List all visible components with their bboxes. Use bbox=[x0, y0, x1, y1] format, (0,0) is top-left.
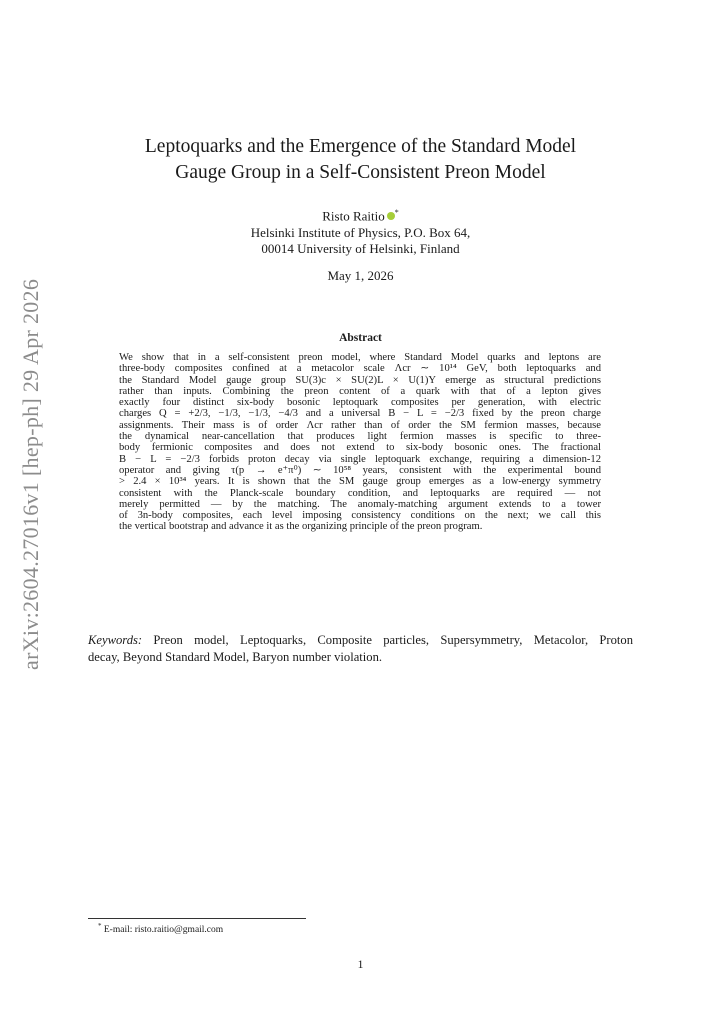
abstract-line: B − L = −2/3 forbids proton decay via single leptoquark exchange, requiring a dimension-12 bbox=[119, 453, 601, 465]
abstract-line: the Standard Model gauge group SU(3)c × SU(2)L × U(1)Y emerge as structural predictions bbox=[119, 374, 601, 386]
footnote-email[interactable]: E-mail: risto.raitio@gmail.com bbox=[103, 925, 224, 936]
abstract-line: merely permitted — by the matching. The anomaly-matching argument extends to a tower bbox=[119, 498, 601, 510]
abstract-line: We show that in a self-consistent preon model, where Standard Model quarks and leptons are bbox=[119, 352, 601, 363]
abstract-line: charges Q = +2/3, −1/3, −1/3, −4/3 and a universal B − L = −2/3 fixed by the preon charge bbox=[119, 408, 601, 420]
keywords-line-1 bbox=[88, 632, 633, 649]
abstract-line: the vertical bootstrap and advance it as the organizing principle of the preon program. bbox=[119, 521, 483, 533]
abstract-line: rather than inputs. Combining the preon content of a quark with that of a lepton gives bbox=[119, 385, 601, 397]
abstract-body bbox=[119, 352, 601, 533]
author-line bbox=[0, 205, 721, 225]
title-line-2: Gauge Group in a Self-Consistent Preon Model bbox=[175, 162, 546, 183]
author-block bbox=[0, 205, 721, 258]
title-line-1: Leptoquarks and the Emergence of the Standard Model bbox=[144, 136, 577, 157]
affiliation-line-2: 00014 University of Helsinki, Finland bbox=[261, 241, 460, 257]
keywords-line-2: decay, Beyond Standard Model, Baryon number violation. bbox=[88, 649, 383, 664]
affiliation-line-1: Helsinki Institute of Physics, P.O. Box 64, bbox=[250, 224, 471, 240]
abstract-line: three-body composites confined at a metacolor scale Λcr ∼ 10¹⁴ GeV, both leptoquarks and bbox=[119, 363, 601, 375]
abstract-line: operator and giving τ(p → e⁺π⁰) ∼ 10⁵⁸ years, consistent with the experimental bound bbox=[119, 464, 601, 476]
abstract-line: consistent with the Planck-scale boundary condition, and leptoquarks are required — not bbox=[119, 487, 601, 499]
footnote-mark: * bbox=[98, 922, 102, 930]
keywords-text-1: Preon model, Leptoquarks, Composite particles, Supersymmetry, Metacolor, Proton bbox=[153, 633, 633, 647]
arxiv-identifier-stamp: arXiv:2604.27016v1 [hep-ph] 29 Apr 2026 bbox=[18, 278, 43, 670]
abstract-line: > 2.4 × 10³⁴ years. It is shown that the SM gauge group emerges as a low-energy symmetry bbox=[119, 476, 601, 488]
page-number: 1 bbox=[357, 957, 364, 971]
author-footnote-mark: * bbox=[394, 208, 399, 217]
author-name: Risto Raitio bbox=[322, 208, 385, 224]
keywords-block bbox=[88, 632, 633, 665]
abstract-line: exactly four distinct six-body bosonic leptoquark composites per generation, with electric bbox=[119, 397, 601, 409]
abstract-line: body fermionic composites and does not extend to six-body bosonic ones. The fractional bbox=[119, 442, 601, 454]
footnote-rule bbox=[88, 918, 306, 919]
abstract-line: the dynamical near-cancellation that produces light fermion masses is specific to three- bbox=[119, 431, 601, 443]
paper-date: May 1, 2026 bbox=[327, 268, 394, 283]
footnote bbox=[98, 922, 223, 935]
paper-title bbox=[0, 134, 721, 186]
keywords-label: Keywords: bbox=[88, 633, 143, 647]
abstract-line: assignments. Their mass is of order Λcr rather than of order the SM fermion masses, because bbox=[119, 419, 601, 431]
abstract-heading: Abstract bbox=[339, 332, 382, 344]
orcid-icon[interactable] bbox=[387, 212, 395, 220]
abstract-line: of 3n-body composites, each level imposing consistency conditions on the next; we call this bbox=[119, 510, 601, 522]
